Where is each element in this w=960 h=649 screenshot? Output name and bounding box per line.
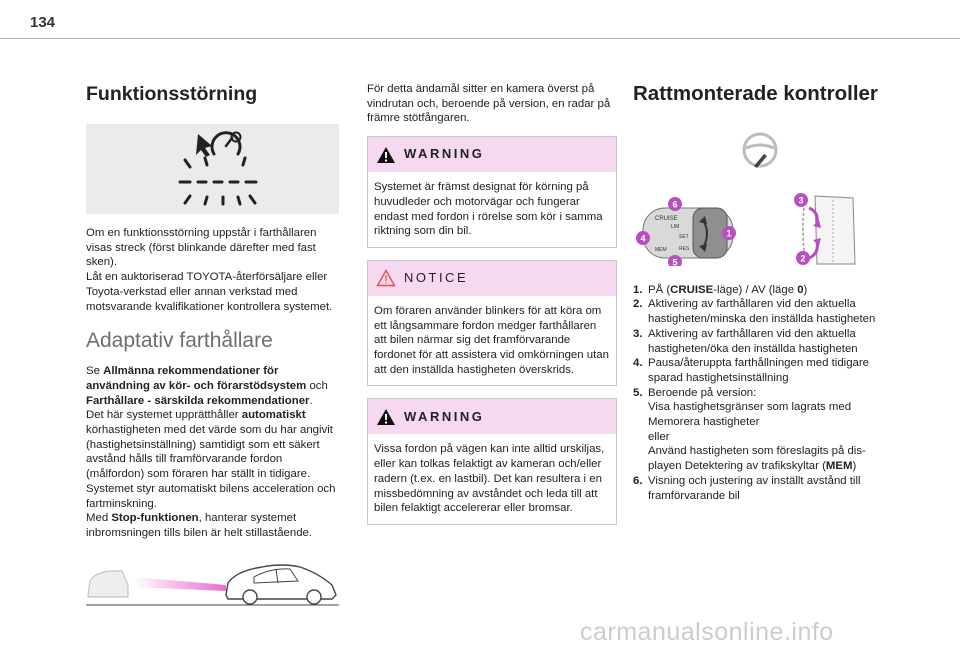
malfunction-text-2: Låt en auktoriserad TOYOTA-återförsäljare eller Toyota-verkstad eller annan verkstad med motsvarande kvalifikationer kontrollera systemet. <box>86 271 333 313</box>
warning-triangle-icon <box>376 408 396 426</box>
notice-triangle-icon <box>376 269 396 287</box>
page-number: 134 <box>30 14 56 31</box>
notice-box <box>367 260 617 387</box>
warning-text-2: Vissa fordon på vägen kan inte alltid urskiljas, eller kan tolkas felaktigt av kameran och/eller radern (t.ex. en lastbil). Det kan resultera i en missbedömning av avståndet och leda till att bilen felaktigt accelererar eller bromsar. <box>374 443 605 515</box>
stalk-label-lim: LIM <box>671 224 680 230</box>
steering-wheel-icon <box>744 134 776 168</box>
notice-label: NOTICE <box>404 270 469 286</box>
watermark: carmanualsonline.info <box>580 618 834 646</box>
cruise-control-fault-icon <box>86 124 339 214</box>
diagram-badge-5: 5 <box>672 257 678 266</box>
diagram-badge-1: 1 <box>726 228 732 239</box>
list-item: 4. Pausa/återuppta farthållningen med tidigare sparad hastighetsinställning <box>633 357 869 384</box>
diagram-badge-2: 2 <box>800 253 806 264</box>
section-title-adaptive: Adaptativ farthållare <box>86 329 273 353</box>
list-item: 6. Visning och justering av inställt avstånd till framförvarande bil <box>633 474 861 502</box>
stalk-label-cruise: CRUISE <box>655 216 678 222</box>
car-with-radar-icon <box>86 555 339 607</box>
warning-header <box>368 137 616 172</box>
column-left <box>86 72 342 611</box>
warning-label-2: WARNING <box>404 408 485 424</box>
section-title-steering-controls: Rattmonterade kontroller <box>633 82 878 105</box>
stop-function-text: Med Stop-funktionen, hanterar systemet inbromsningen tills bilen är helt stillastående. <box>86 512 313 539</box>
stalk-label-set: SET <box>679 234 689 240</box>
notice-header <box>368 261 616 296</box>
warning-label: WARNING <box>404 146 485 162</box>
warning-box-2 <box>367 398 617 525</box>
column-middle <box>367 82 617 525</box>
warning-triangle-icon <box>376 146 396 164</box>
cruise-fault-illustration <box>86 124 339 214</box>
list-item: 2. Aktivering av farthållaren vid den aktuella hastigheten/minska den inställda hastigheten <box>633 298 876 326</box>
adaptive-description: Det här systemet upprätthåller automatiskt körhastigheten med det värde som du har angivit (hastighetsinställning) samtidigt som ett säkert avstånd hålls till framförvarande fordon (målfordon) som föraren har ställt in tidigare. <box>86 409 333 481</box>
list-item: 1. PÅ (CRUISE-läge) / AV (läge 0) <box>633 283 808 296</box>
list-item: 3. Aktivering av farthållaren vid den aktuella hastigheten/öka den inställda hastigheten <box>633 327 858 355</box>
camera-radar-text: För detta ändamål sitter en kamera överst på vindrutan och, beroende på version, en radar på främre stötfångaren. <box>367 83 611 125</box>
stalk-label-res: RES <box>679 246 690 252</box>
adaptive-description-2: Systemet styr automatiskt bilens acceleration och fartminskning. <box>86 482 336 510</box>
header-divider <box>0 38 960 39</box>
warning-header-2 <box>368 399 616 434</box>
list-item: 5. Beroende på version: Visa hastighetsgränser som lagrats med Memorera hastigheter eller Använd hastigheten som föreslagits på dis-playen Detektering av trafikskyltar (MEM) <box>633 386 866 473</box>
diagram-badge-4: 4 <box>640 233 646 244</box>
warning-text-1: Systemet är främst designat för körning på huvudleder och motorvägar och fungerar endast med fordon i rörelse som kör i samma riktning som din bil. <box>374 181 603 238</box>
warning-box-1 <box>367 136 617 248</box>
diagram-badge-3: 3 <box>798 195 804 206</box>
controls-list <box>633 283 898 504</box>
section-title-malfunction: Funktionsstörning <box>86 83 258 105</box>
diagram-badge-6: 6 <box>672 199 678 210</box>
stalk-label-mem: MEM <box>655 247 667 253</box>
steering-controls-diagram <box>633 116 883 266</box>
column-right <box>633 82 898 503</box>
malfunction-text-1: Om en funktionsstörning uppstår i farthållaren visas streck (först blinkande därefter med fast sken). <box>86 227 317 269</box>
notice-text: Om föraren använder blinkers för att köra om ett långsammare fordon medger farthållaren att bilen närmar sig det framförvarande fordonet för att assistera vid omkörningen utan att den inställda hastigheten överskrids. <box>374 304 609 376</box>
adaptive-intro: Se Allmänna rekommendationer för användning av kör- och förarstödsystem och Farthållare - särskilda rekommendationer. <box>86 365 328 407</box>
